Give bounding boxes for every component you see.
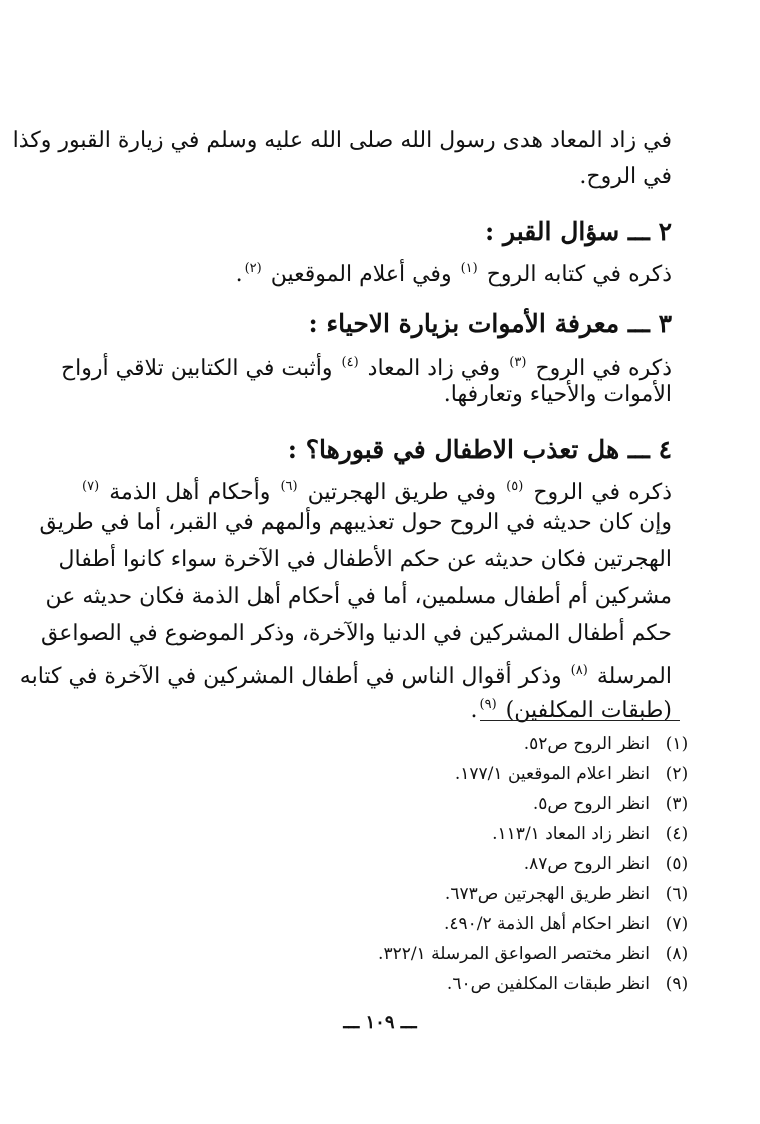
footnote xyxy=(533,792,694,816)
text-run: مشركين أم أطفال مسلمين، أما في أحكام أهل الذمة فكان حديثه عن xyxy=(45,584,672,609)
text-run: ذكره في الروح xyxy=(535,356,672,381)
text-run: ذكره في الروح xyxy=(533,480,673,505)
text-run: وفي أعلام الموقعين xyxy=(270,262,452,287)
footnote xyxy=(444,912,694,936)
page-number: ـــ ١٠٩ ـــ xyxy=(343,1012,417,1033)
footnote-marker[interactable]: (٧) xyxy=(82,479,100,494)
paragraph-line xyxy=(40,619,672,649)
footnote xyxy=(447,972,694,996)
text-run: ذكره في كتابه الروح xyxy=(486,262,672,287)
text-run: المرسلة xyxy=(596,664,672,689)
footnote-marker[interactable]: (٥) xyxy=(506,479,524,494)
footnote xyxy=(455,762,694,786)
footnote-text: انظر احكام أهل الذمة ٤٩٠/٢. xyxy=(443,914,650,934)
footnote-number: (٢) xyxy=(665,764,689,784)
footnote-text: انظر اعلام الموقعين ١٧٧/١. xyxy=(454,764,650,784)
footnote xyxy=(445,882,694,906)
footnote-separator xyxy=(480,720,680,721)
paragraph-line xyxy=(12,126,672,156)
text-run: . xyxy=(470,698,478,723)
text-run: في الروح. xyxy=(579,164,672,189)
footnote-text: انظر طريق الهجرتين ص٦٧٣. xyxy=(444,884,650,904)
text-run: وفي زاد المعاد xyxy=(367,356,501,381)
paragraph-line xyxy=(80,254,672,290)
section-heading: ٤ ـــ هل تعذب الاطفال في قبورها؟ : xyxy=(287,435,672,464)
footnote-marker[interactable]: (٨) xyxy=(570,663,588,678)
footnote-number: (٩) xyxy=(665,974,689,994)
footnote-text: انظر زاد المعاد ١١٣/١. xyxy=(492,824,650,844)
text-run: (طبقات المكلفين) xyxy=(505,698,672,723)
footnote-number: (٧) xyxy=(665,914,689,934)
text-run: وإن كان حديثه في الروح حول تعذيبهم وألمهم في القبر، أما في طريق xyxy=(39,510,672,535)
paragraph-line xyxy=(19,656,672,692)
text-run: وأحكام أهل الذمة xyxy=(109,480,271,505)
paragraph-line xyxy=(39,508,672,538)
text-run: الهجرتين فكان حديثه عن حكم الأطفال في الآخرة سواء كانوا أطفال xyxy=(58,547,672,572)
section-heading: ٣ ـــ معرفة الأموات بزيارة الاحياء : xyxy=(308,309,672,338)
footnote xyxy=(524,732,694,756)
footnote-marker[interactable]: (١) xyxy=(460,261,478,276)
footnote xyxy=(492,822,694,846)
section-heading: ٢ ـــ سؤال القبر : xyxy=(485,217,672,246)
footnote xyxy=(524,852,694,876)
text-run: وأثبت في الكتابين تلاقي أرواح xyxy=(60,356,333,381)
footnote-text: انظر مختصر الصواعق المرسلة ٣٢٢/١. xyxy=(378,944,650,964)
text-run: في زاد المعاد هدى رسول الله صلى الله عليه وسلم في زيارة القبور وكذا xyxy=(12,128,672,153)
footnote-marker[interactable]: (٤) xyxy=(341,355,359,370)
text-run: حكم أطفال المشركين في الدنيا والآخرة، وذكر الموضوع في الصواعق xyxy=(40,621,672,646)
footnote-text: انظر الروح ص٥٢. xyxy=(523,734,650,754)
footnote-number: (٦) xyxy=(665,884,689,904)
text-run: وفي طريق الهجرتين xyxy=(307,480,497,505)
footnote-marker[interactable]: (٦) xyxy=(280,479,298,494)
footnote-number: (١) xyxy=(665,734,689,754)
paragraph-line xyxy=(80,472,672,508)
paragraph-line xyxy=(60,348,672,384)
paragraph-line xyxy=(58,545,672,575)
paragraph-line xyxy=(80,380,672,410)
paragraph-line xyxy=(80,162,672,192)
text-run: . xyxy=(235,262,243,287)
footnote-marker[interactable]: (٣) xyxy=(509,355,527,370)
footnote-text: انظر الروح ص٥. xyxy=(532,794,650,814)
footnote xyxy=(378,942,694,966)
footnote-number: (٣) xyxy=(665,794,689,814)
paragraph-line xyxy=(45,582,672,612)
footnote-number: (٥) xyxy=(665,854,689,874)
text-run: وذكر أقوال الناس في أطفال المشركين في الآخرة في كتابه xyxy=(19,664,562,689)
footnote-marker[interactable]: (٩) xyxy=(479,697,497,712)
footnote-text: انظر طبقات المكلفين ص٦٠. xyxy=(446,974,650,994)
footnote-marker[interactable]: (٢) xyxy=(244,261,262,276)
text-run: الأموات والأحياء وتعارفها. xyxy=(443,382,672,407)
footnote-number: (٨) xyxy=(665,944,689,964)
footnote-text: انظر الروح ص٨٧. xyxy=(523,854,650,874)
footnote-number: (٤) xyxy=(665,824,689,844)
